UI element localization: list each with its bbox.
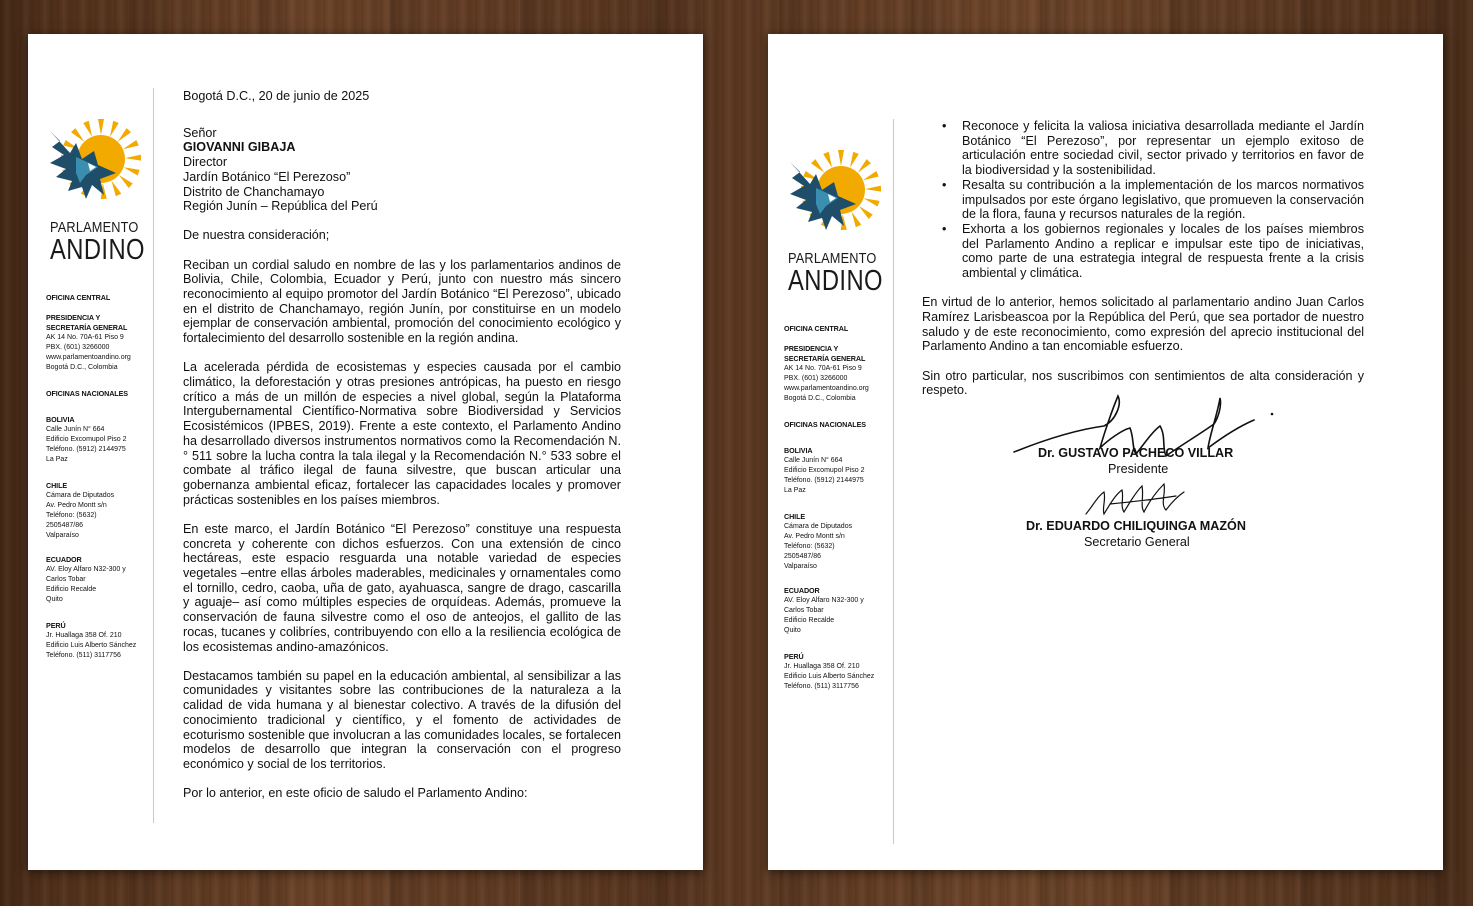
- signer2-title: Secretario General: [1084, 535, 1190, 549]
- office-country: CHILE: [784, 512, 806, 521]
- letter-body-page-1: [183, 89, 621, 801]
- office-line: Bogotá D.C., Colombia: [784, 395, 856, 402]
- office-line: www.parlamentoandino.org: [46, 354, 131, 361]
- parlamento-andino-logo: [46, 117, 146, 217]
- list-item: • Resalta su contribución a la implementación de los marcos normativos impulsados por este órgano legislativo, que promueven la conservación de la flora, fauna y recursos naturales de la región.: [962, 178, 1364, 222]
- office-line: AK 14 No. 70A-61 Piso 9: [46, 334, 124, 341]
- office-line: Edificio Recalde: [46, 586, 97, 593]
- office-line: Carlos Tobar: [784, 607, 824, 614]
- office-line: AV. Eloy Alfaro N32-300 y: [784, 597, 864, 604]
- office-country: CHILE: [46, 481, 68, 490]
- brand-line1: PARLAMENTO: [788, 251, 877, 267]
- office-line: Edificio Excomupol Piso 2: [784, 467, 865, 474]
- office-country: ECUADOR: [46, 555, 82, 564]
- paragraph-1: Reciban un cordial saludo en nombre de las y los parlamentarios andinos de Bolivia, Chile, Colombia, Ecuador y Perú, junto con nuestro más sincero reconocimiento al equipo promotor del Jardín Botánico “El Perezoso”, ubicado en el distrito de Chanchamayo, región Junín, por constituirse en un modelo ejemplar de conservación ambiental, promoción del conocimiento ecológico y fortalecimiento del desarrollo sostenible en la región andina.: [183, 257, 621, 346]
- office-line: La Paz: [46, 456, 68, 463]
- office-country: PERÚ: [46, 621, 66, 630]
- brand-line2: ANDINO: [50, 234, 145, 266]
- office-line: Bogotá D.C., Colombia: [46, 364, 118, 371]
- office-line: Edificio Luis Alberto Sánchez: [46, 642, 137, 649]
- brand-name: [788, 251, 904, 295]
- office-line: 2505487/86: [784, 553, 821, 560]
- recipient-district: Distrito de Chanchamayo: [183, 184, 325, 199]
- paragraph-4: Destacamos también su papel en la educación ambiental, al sensibilizar a las comunidades y visitantes sobre las contribuciones de la naturaleza a la calidad de vida humana y al bienestar colectivo. A través de la difusión del conocimiento tradicional y científico, y el fomento de actividades de ecoturismo sostenible que involucran a las comunidades locales, se fortalecen modelos de desarrollo que integran la conservación con el progreso económico y social de los territorios.: [183, 668, 621, 771]
- office-line: AK 14 No. 70A-61 Piso 9: [784, 365, 862, 372]
- office-line: Teléfono. (511) 3117756: [46, 652, 121, 659]
- office-line: Av. Pedro Montt s/n: [784, 533, 845, 540]
- office-line: Quito: [46, 596, 63, 603]
- action-list: [922, 119, 1364, 281]
- paragraph-2: La acelerada pérdida de ecosistemas y especies causada por el cambio climático, la deforestación y otras presiones antrópicas, ha puesto en riesgo crítico a más de un millón de especies a nivel global, según la Plataforma Intergubernamental Científico-Normativa sobre Biodiversidad y Servicios Ecosistémicos (IPBES, 2019). Frente a este contexto, el Parlamento Andino ha desarrollado diversos instrumentos normativos como la Recomendación N.° 511 sobre la lucha contra la tala ilegal y la Recomendación N.° 533 sobre el combate al tráfico ilegal de fauna silvestre, que buscan articular una gobernanza ambiental eficaz, fortalecer las capacidades locales y promover prácticas sostenibles en los países miembros.: [183, 360, 621, 507]
- office-line: SECRETARÍA GENERAL: [784, 354, 866, 363]
- office-line: PRESIDENCIA Y: [46, 313, 101, 322]
- brand-name: [50, 220, 166, 264]
- signer1-name: Dr. GUSTAVO PACHECO VILLAR: [1038, 446, 1234, 460]
- letter-date: Bogotá D.C., 20 de junio de 2025: [183, 89, 370, 103]
- office-line: PRESIDENCIA Y: [784, 344, 839, 353]
- recipient-title: Director: [183, 155, 228, 170]
- office-line: Teléfono. (511) 3117756: [784, 683, 859, 690]
- central-office-heading: OFICINA CENTRAL: [46, 293, 111, 302]
- office-line: Teléfono: (5632): [46, 512, 97, 519]
- office-line: Carlos Tobar: [46, 576, 86, 583]
- office-line: Valparaíso: [46, 532, 79, 539]
- office-line: AV. Eloy Alfaro N32-300 y: [46, 566, 126, 573]
- brand-line2: ANDINO: [788, 265, 883, 297]
- signature-secretary: [1080, 474, 1190, 522]
- office-line: Av. Pedro Montt s/n: [46, 502, 107, 509]
- letter-body-page-2: [922, 119, 1364, 412]
- office-country: BOLIVIA: [46, 415, 75, 424]
- office-country: ECUADOR: [784, 586, 820, 595]
- office-line: Teléfono. (5912) 2144975: [784, 477, 864, 484]
- signer2-name: Dr. EDUARDO CHILIQUINGA MAZÓN: [1026, 519, 1246, 533]
- office-line: SECRETARÍA GENERAL: [46, 323, 128, 332]
- letter-page-1: [28, 34, 703, 870]
- office-line: Cámara de Diputados: [784, 523, 853, 530]
- office-line: Edificio Luis Alberto Sánchez: [784, 673, 875, 680]
- office-line: Teléfono: (5632): [784, 543, 835, 550]
- office-line: La Paz: [784, 487, 806, 494]
- office-line: Calle Junín N° 664: [784, 457, 843, 464]
- signer1-title: Presidente: [1108, 462, 1169, 476]
- parlamento-andino-logo: [786, 148, 886, 248]
- office-line: Quito: [784, 627, 801, 634]
- national-offices-heading: OFICINAS NACIONALES: [784, 420, 866, 429]
- office-line: Jr. Huallaga 358 Of. 210: [46, 632, 122, 639]
- office-addresses: [46, 293, 156, 661]
- list-item: • Reconoce y felicita la valiosa iniciativa desarrollada mediante el Jardín Botánico “El Perezoso”, por representar un ejemplo exitoso de articulación entre sociedad civil, sector privado y territorios en favor de la biodiversidad y la sostenibilidad.: [962, 119, 1364, 178]
- closing-paragraph: Sin otro particular, nos suscribimos con sentimientos de alta consideración y respeto.: [922, 368, 1364, 398]
- office-line: Valparaíso: [784, 563, 817, 570]
- office-line: 2505487/86: [46, 522, 83, 529]
- office-country: BOLIVIA: [784, 446, 813, 455]
- office-country: PERÚ: [784, 652, 804, 661]
- office-addresses: [784, 324, 894, 692]
- brand-line1: PARLAMENTO: [50, 220, 139, 236]
- central-office-heading: OFICINA CENTRAL: [784, 324, 849, 333]
- office-line: Calle Junín N° 664: [46, 426, 105, 433]
- paragraph-6: En virtud de lo anterior, hemos solicitado al parlamentario andino Juan Carlos Ramírez Larisbeascoa por la República del Perú, que sea portador de nuestro saludo y de este reconocimiento, como expresión del aprecio institucional del Parlamento Andino a tan encomiable esfuerzo.: [922, 295, 1364, 354]
- recipient-region: Región Junín – República del Perú: [183, 199, 378, 214]
- office-line: PBX. (601) 3266000: [46, 344, 110, 351]
- list-item: • Exhorta a los gobiernos regionales y locales de los países miembros del Parlamento Andino a replicar e impulsar este tipo de iniciativas, como parte de una estrategia integral de respuesta frente a la crisis ambiental y climática.: [962, 222, 1364, 281]
- office-line: www.parlamentoandino.org: [784, 385, 869, 392]
- recipient-salutation: Señor: [183, 125, 217, 140]
- office-line: Teléfono. (5912) 2144975: [46, 446, 126, 453]
- office-line: Edificio Excomupol Piso 2: [46, 436, 127, 443]
- letter-page-2: [768, 34, 1443, 870]
- office-line: PBX. (601) 3266000: [784, 375, 848, 382]
- letter-greeting: De nuestra consideración;: [183, 228, 330, 243]
- recipient-block: [183, 126, 621, 214]
- national-offices-heading: OFICINAS NACIONALES: [46, 389, 128, 398]
- recipient-name: GIOVANNI GIBAJA: [183, 140, 296, 155]
- office-line: Jr. Huallaga 358 Of. 210: [784, 663, 860, 670]
- office-line: Cámara de Diputados: [46, 492, 115, 499]
- paragraph-3: En este marco, el Jardín Botánico “El Perezoso” constituye una respuesta concreta y coherente con dichos esfuerzos. Con una extensión de cinco hectáreas, este espacio resguarda una notable variedad de especies vegetales –entre ellas árboles maderables, medicinales y ornamentales como el tornillo, cedro, caoba, uña de gato, ayahuasca, sangre de drago, cascarilla y aguaje– así como múltiples especies de orquídeas. Además, promueve la conservación de fauna silvestre como el oso de anteojos, el gallito de las rocas, tucanes y colibríes, contribuyendo con ello a la resiliencia ecológica de los ecosistemas andino-amazónicos.: [183, 521, 621, 654]
- office-line: Edificio Recalde: [784, 617, 835, 624]
- paragraph-5: Por lo anterior, en este oficio de saludo el Parlamento Andino:: [183, 786, 528, 801]
- recipient-org: Jardín Botánico “El Perezoso”: [183, 169, 351, 184]
